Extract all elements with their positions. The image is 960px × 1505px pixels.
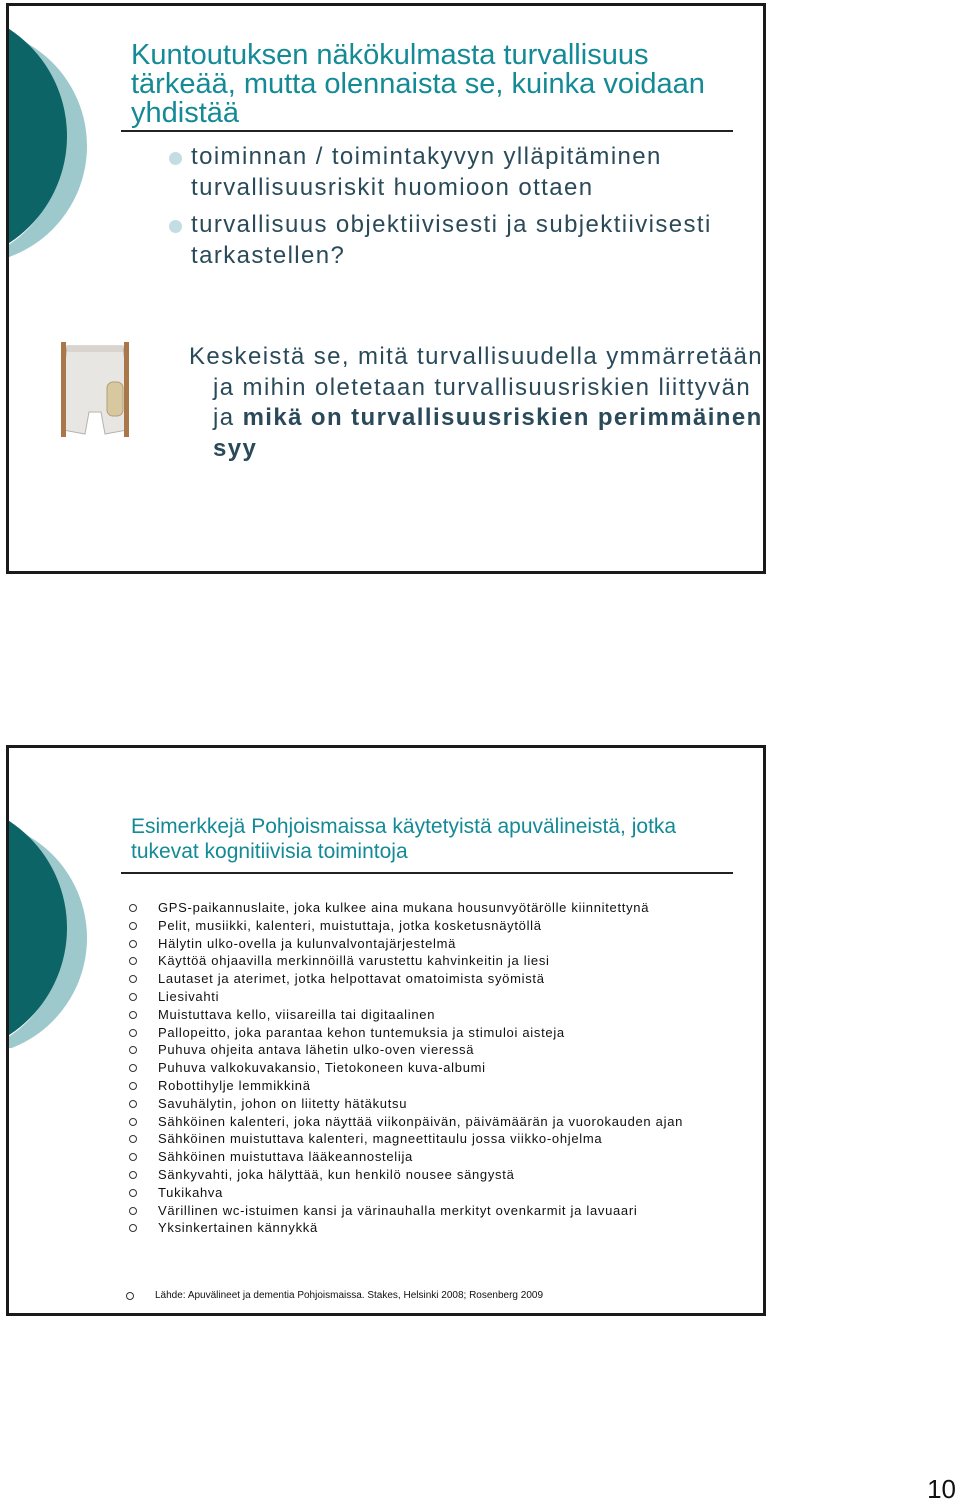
assistive-devices-list (129, 901, 749, 1239)
bullet-ring-icon (129, 904, 137, 912)
bullet-ring-icon (129, 1171, 137, 1179)
list-item: GPS-paikannuslaite, joka kulkee aina mukana housunvyötärölle kiinnitettynä (129, 901, 749, 915)
bullet-ring-icon (126, 1292, 134, 1300)
bullet-ring-icon (129, 957, 137, 965)
slide-title: Esimerkkejä Pohjoismaissa käytetyistä apuvälineistä, jotka tukevat kognitiivisia toimintoja (131, 815, 677, 864)
page-number: 10 (927, 1474, 956, 1504)
bullet-ring-icon (129, 940, 137, 948)
bullet-list (191, 142, 751, 278)
key-statement: Keskeistä se, mitä turvallisuudella ymmärretään ja mihin oletetaan turvallisuusriskien liittyvän ja mikä on turvallisuusriskien perimmäinen syy (189, 343, 764, 462)
bullet-ring-icon (129, 1135, 137, 1143)
list-item: Värillinen wc-istuimen kansi ja värinauhalla merkityt ovenkarmit ja lavuaari (129, 1204, 749, 1218)
slide-decoration (9, 6, 99, 306)
bullet-ring-icon (129, 1224, 137, 1232)
bullet-ring-icon (129, 1100, 137, 1108)
list-item: Puhuva ohjeita antava lähetin ulko-oven vieressä (129, 1043, 749, 1057)
list-item: Käyttöä ohjaavilla merkinnöillä varustettu kahvinkeitin ja liesi (129, 954, 749, 968)
list-item: Robottihylje lemmikkinä (129, 1079, 749, 1093)
list-item: Tukikahva (129, 1186, 749, 1200)
list-item: Yksinkertainen kännykkä (129, 1221, 749, 1235)
slide-1 (6, 3, 766, 574)
list-item: toiminnan / toimintakyvyn ylläpitäminen turvallisuusriskit huomioon ottaen (191, 142, 751, 203)
bullet-ring-icon (129, 1118, 137, 1126)
list-item: Puhuva valkokuvakansio, Tietokoneen kuva-albumi (129, 1061, 749, 1075)
bullet-ring-icon (129, 922, 137, 930)
bullet-ring-icon (129, 1207, 137, 1215)
bullet-ring-icon (129, 1064, 137, 1072)
title-divider (121, 130, 733, 132)
list-item: Liesivahti (129, 990, 749, 1004)
list-item: Hälytin ulko-ovella ja kulunvalvontajärjestelmä (129, 937, 749, 951)
title-divider (121, 872, 733, 874)
bullet-ring-icon (129, 1082, 137, 1090)
bullet-ring-icon (129, 975, 137, 983)
bullet-icon (169, 220, 182, 233)
bullet-ring-icon (129, 1189, 137, 1197)
source-citation: Lähde: Apuvälineet ja dementia Pohjoismaissa. Stakes, Helsinki 2008; Rosenberg 2009 (126, 1290, 543, 1301)
list-item: Sähköinen muistuttava kalenteri, magneettitaulu jossa viikko-ohjelma (129, 1132, 749, 1146)
bullet-ring-icon (129, 1029, 137, 1037)
list-item: Muistuttava kello, viisareilla tai digitaalinen (129, 1008, 749, 1022)
list-item: Sähköinen muistuttava lääkeannostelija (129, 1150, 749, 1164)
list-item: turvallisuus objektiivisesti ja subjektiivisesti tarkastellen? (191, 210, 751, 271)
bullet-icon (169, 152, 182, 165)
list-item: Sähköinen kalenteri, joka näyttää viikonpäivän, päivämäärän ja vuorokauden ajan (129, 1115, 749, 1129)
hip-protector-image (61, 342, 129, 437)
bullet-ring-icon (129, 993, 137, 1001)
list-item: Lautaset ja aterimet, jotka helpottavat omatoimista syömistä (129, 972, 749, 986)
list-item: Sänkyvahti, joka hälyttää, kun henkilö nousee sängystä (129, 1168, 749, 1182)
slide-title: Kuntoutuksen näkökulmasta turvallisuus tärkeää, mutta olennaista se, kuinka voidaan yhdistää (131, 39, 705, 129)
list-item: Pallopeitto, joka parantaa kehon tuntemuksia ja stimuloi aisteja (129, 1026, 749, 1040)
bullet-ring-icon (129, 1153, 137, 1161)
list-item: Savuhälytin, johon on liitetty hätäkutsu (129, 1097, 749, 1111)
slide-decoration (9, 748, 99, 1048)
bullet-ring-icon (129, 1011, 137, 1019)
bullet-ring-icon (129, 1046, 137, 1054)
list-item: Pelit, musiikki, kalenteri, muistuttaja, jotka kosketusnäytöllä (129, 919, 749, 933)
slide-2 (6, 745, 766, 1316)
